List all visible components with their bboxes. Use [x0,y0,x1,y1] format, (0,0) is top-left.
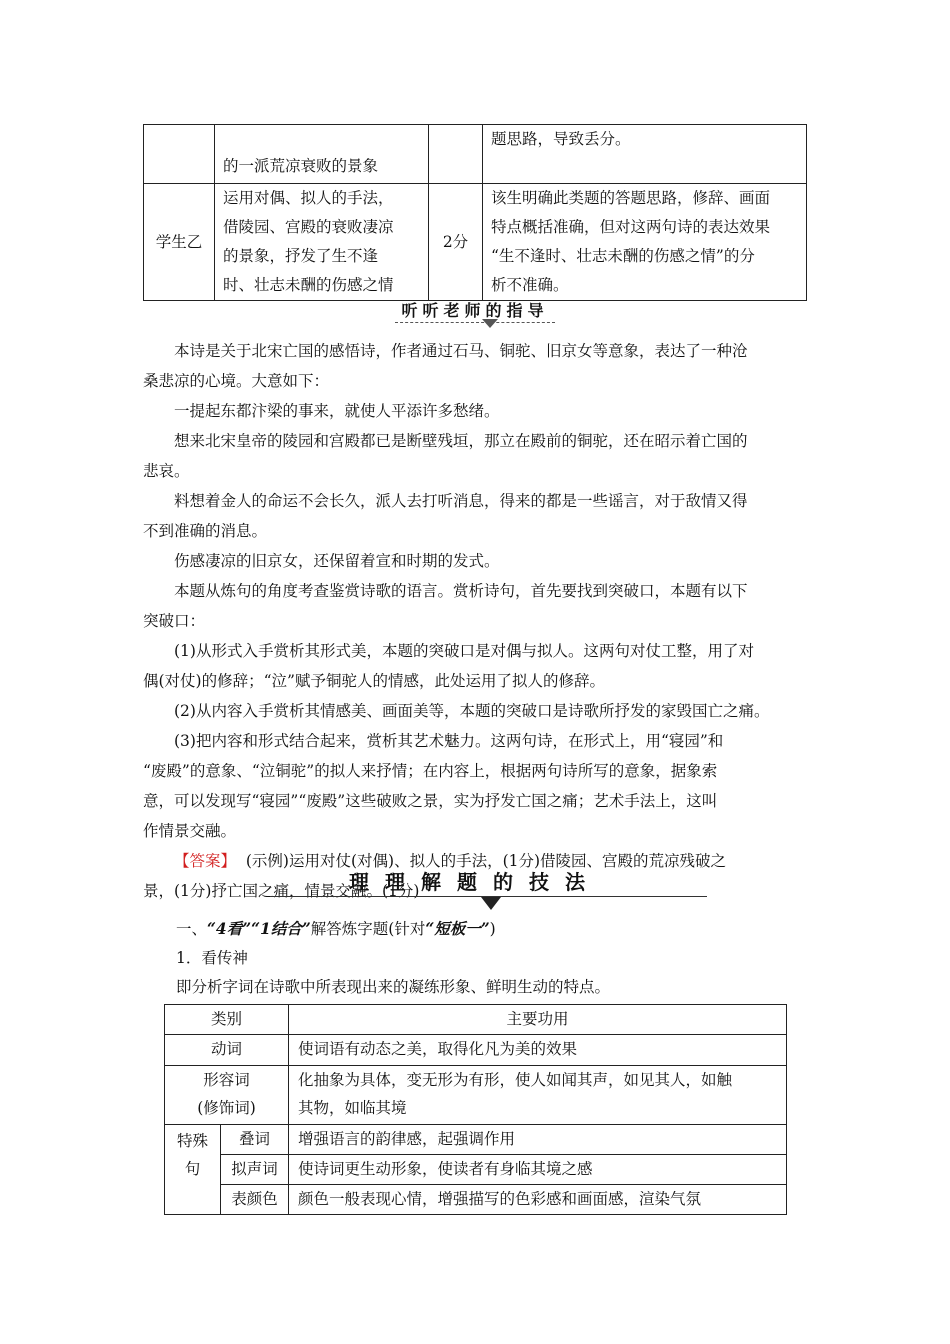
table-header-row [165,1005,787,1035]
row-label: 表颜色 [221,1185,289,1215]
row-label: 拟声词 [221,1155,289,1185]
row-label: 动词 [165,1035,289,1066]
method-subtitle: 1．看传神 [176,949,248,967]
table-row [165,1066,787,1125]
table-cell: 的一派荒凉衰败的景象 [215,125,429,184]
row-desc: 化抽象为具体，变无形为有形，使人如闻其声，如见其人，如触 其物，如临其境 [289,1066,787,1125]
evaluation-table [143,124,807,301]
row-label: 叠词 [221,1125,289,1155]
student-name: 学生乙 [144,184,215,301]
answer-tag: 【答案】 [174,852,237,870]
table-cell [144,125,215,184]
special-group-label: 特殊 句 [165,1125,221,1215]
table-row [165,1185,787,1215]
header-function: 主要功用 [289,1005,787,1035]
section-heading-teacher-guide: 听听老师的指导 [0,298,950,323]
table-row [165,1155,787,1185]
header-category: 类别 [165,1005,289,1035]
word-function-table [164,1004,787,1215]
table-row [165,1035,787,1066]
student-answer: 运用对偶、拟人的手法， 借陵园、宫殿的衰败凄凉 的景象，抒发了生不逢 时、壮志未酬的伤感之情 [215,184,429,301]
comment: 该生明确此类题的答题思路，修辞、画面 特点概括准确，但对这两句诗的表达效果 “生不逢时、壮志未酬的伤感之情”的分 析不准确。 [483,184,807,301]
row-desc: 增强语言的韵律感，起强调作用 [289,1125,787,1155]
row-desc: 颜色一般表现心情，增强描写的色彩感和画面感，渲染气氛 [289,1185,787,1215]
section-heading-methods: 理理解题的技法 [349,870,601,894]
triangle-down-icon [481,897,501,910]
table-cell [429,125,483,184]
table-row [144,184,807,301]
guide-text: 本诗是关于北宋亡国的感悟诗，作者通过石马、铜驼、旧京女等意象，表达了一种沧 桑悲凉的心境。大意如下： 一提起东都汴梁的事来，就使人平添许多愁绪。 想来北宋皇帝的陵园和宫殿都已是断壁残垣，那立在殿前的铜驼，还在昭示着亡国的 悲哀。 料想着金人的命运不会长久，派人去打听消息，得来的都是一些谣言，对于敌情又得 不到准确的消息。 伤感凄凉的旧京女，还保留着宣和时期的发式。 本题从炼句的角度考查鉴赏诗歌的语言。赏析诗句，首先要找到突破口，本题有以下 突破口： (1)从形式入手赏析其形式美，本题的突破口是对偶与拟人。这两句对仗工整，用了对 偶(对仗)的修辞；“泣”赋予铜驼人的情感，此处运用了拟人的修辞。 (2)从内容入手赏析其情感美、画面美等，本题的突破口是诗歌所抒发的家毁国亡之痛。 (3)把内容和形式结合起来，赏析其艺术魅力。这两句诗，在形式上，用“寝园”和 “废殿”的意象、“泣铜驼”的拟人来抒情；在内容上，根据两句诗所写的意象，据象索 意，可以发现写“寝园”“废殿”这些破败之景，实为抒发亡国之痛；艺术手法上，这叫 作情景交融。 【答案】 (示例)运用对仗(对偶)、拟人的手法，(1分)借陵园、宫殿的荒凉残破之 景，(1分)抒亡国之痛，情景交融。(1分) [143,336,807,906]
row-desc: 使诗词更生动形象，使读者有身临其境之感 [289,1155,787,1185]
table-row [165,1125,787,1155]
triangle-down-icon [482,319,498,328]
row-desc: 使词语有动态之美，取得化凡为美的效果 [289,1035,787,1066]
method-description: 即分析字词在诗歌中所表现出来的凝练形象、鲜明生动的特点。 [176,978,611,996]
row-label: 形容词 (修饰词) [165,1066,289,1125]
score: 2分 [429,184,483,301]
method-title: 一、“4看”“1结合”解答炼字题(针对“短板一”) [176,919,496,938]
table-row [144,125,807,184]
answer-line: 【答案】 (示例)运用对仗(对偶)、拟人的手法，(1分)借陵园、宫殿的荒凉残破之 [174,852,727,870]
table-cell: 题思路，导致丢分。 [483,125,807,184]
